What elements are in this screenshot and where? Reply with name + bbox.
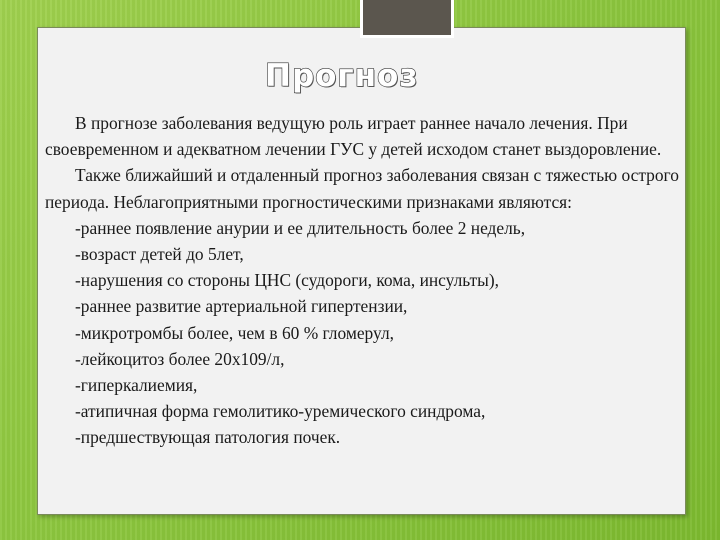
paragraph-treatment: В прогнозе заболевания ведущую роль играет раннее начало лечения. При своевременном и адекватном лечении ГУС у детей исходом станет выздоровление. (45, 113, 662, 160)
risk-factor-list (45, 215, 685, 451)
slide-title: Прогноз (265, 58, 419, 94)
list-item: -нарушения со стороны ЦНС (судороги, кома, инсульты), (75, 270, 499, 291)
title-accent-bar (360, 0, 454, 38)
list-item: -гиперкалиемия, (75, 375, 198, 396)
list-item: -раннее появление анурии и ее длительность более 2 недель, (75, 217, 526, 238)
list-item: -предшествующая патология почек. (75, 427, 341, 448)
list-item: -лейкоцитоз более 20х109/л, (75, 348, 285, 369)
list-item: -атипичная форма гемолитико-уремического синдрома, (75, 401, 486, 422)
paragraph-prognosis: Также ближайший и отдаленный прогноз заболевания связан с тяжестью острого периода. Неблагоприятными прогностическими признаками являются: (45, 165, 679, 212)
list-item: -микротромбы более, чем в 60 % гломерул, (75, 322, 394, 343)
list-item: -возраст детей до 5лет, (75, 244, 244, 265)
slide-content (45, 110, 685, 512)
list-item: -раннее развитие артериальной гипертензии, (75, 296, 408, 317)
